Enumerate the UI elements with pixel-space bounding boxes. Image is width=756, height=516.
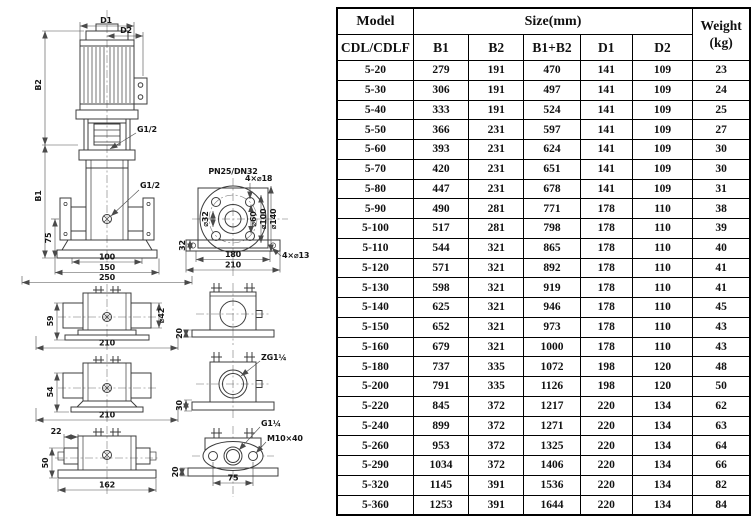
dim-label-75-c: 75 (227, 473, 239, 483)
size-cell: 321 (469, 337, 524, 357)
size-cell: 1126 (524, 377, 580, 397)
size-cell: 1536 (524, 475, 580, 495)
size-cell: 50 (693, 377, 750, 397)
size-cell: 391 (469, 475, 524, 495)
size-table (336, 7, 751, 516)
size-cell: 231 (469, 159, 524, 179)
size-cell: 372 (469, 456, 524, 476)
dim-label-162: 162 (98, 480, 116, 490)
size-cell: 220 (580, 436, 632, 456)
size-cell: 110 (632, 278, 692, 298)
size-cell: 366 (413, 120, 468, 140)
size-cell: 220 (580, 396, 632, 416)
size-cell: 110 (632, 337, 692, 357)
size-cell: 791 (413, 377, 468, 397)
size-cell: 141 (580, 159, 632, 179)
size-cell: 393 (413, 140, 468, 160)
col-header-d1: D1 (580, 35, 632, 61)
size-cell: 191 (469, 100, 524, 120)
header-row-2 (337, 35, 750, 61)
size-cell: 798 (524, 219, 580, 239)
size-cell: 771 (524, 199, 580, 219)
flange-top-view (178, 167, 309, 278)
size-cell: 43 (693, 337, 750, 357)
model-cell: 5-70 (337, 159, 413, 179)
label-bolt-m10x40: M10×40 (267, 434, 303, 443)
size-cell: 470 (524, 61, 580, 81)
table-row (337, 61, 750, 81)
size-cell: 598 (413, 278, 468, 298)
size-cell: 62 (693, 396, 750, 416)
size-cell: 27 (693, 120, 750, 140)
size-cell: 45 (693, 298, 750, 318)
col-header-b2: B2 (469, 35, 524, 61)
table-row (337, 337, 750, 357)
size-cell: 220 (580, 416, 632, 436)
size-cell: 141 (580, 80, 632, 100)
model-cell: 5-240 (337, 416, 413, 436)
size-cell: 178 (580, 219, 632, 239)
size-cell: 624 (524, 140, 580, 160)
pump-front-view (57, 10, 157, 262)
size-cell: 40 (693, 238, 750, 258)
label-bolt-holes-18: 4×⌀18 (245, 174, 273, 183)
size-cell: 571 (413, 258, 468, 278)
size-cell: 321 (469, 298, 524, 318)
size-cell: 919 (524, 278, 580, 298)
size-cell: 231 (469, 179, 524, 199)
dim-label-100: 100 (98, 252, 116, 262)
size-cell: 231 (469, 120, 524, 140)
model-cell: 5-50 (337, 120, 413, 140)
size-cell: 109 (632, 140, 692, 160)
size-cell: 447 (413, 179, 468, 199)
table-row (337, 278, 750, 298)
size-cell: 279 (413, 61, 468, 81)
model-cell: 5-60 (337, 140, 413, 160)
size-cell: 31 (693, 179, 750, 199)
size-cell: 110 (632, 258, 692, 278)
size-cell: 372 (469, 436, 524, 456)
size-cell: 372 (469, 416, 524, 436)
size-cell: 321 (469, 278, 524, 298)
model-cell: 5-180 (337, 357, 413, 377)
size-cell: 141 (580, 179, 632, 199)
table-row (337, 120, 750, 140)
size-cell: 1217 (524, 396, 580, 416)
size-cell: 120 (632, 357, 692, 377)
model-cell: 5-20 (337, 61, 413, 81)
model-cell: 5-320 (337, 475, 413, 495)
size-cell: 141 (580, 140, 632, 160)
size-cell: 63 (693, 416, 750, 436)
size-cell: 178 (580, 337, 632, 357)
size-cell: 109 (632, 120, 692, 140)
table-row (337, 258, 750, 278)
dim-label-g12-lower: G1/2 (140, 181, 160, 190)
model-cell: 5-120 (337, 258, 413, 278)
weight-label-line2: (kg) (709, 34, 733, 50)
model-cell: 5-360 (337, 495, 413, 515)
table-row (337, 80, 750, 100)
model-cell: 5-150 (337, 317, 413, 337)
size-cell: 625 (413, 298, 468, 318)
pump-drawing-svg (0, 0, 335, 500)
model-cell: 5-200 (337, 377, 413, 397)
dim-label-phi60: ⌀60 (249, 211, 258, 227)
port-view-a (175, 283, 274, 345)
table-row (337, 199, 750, 219)
size-cell: 38 (693, 199, 750, 219)
dim-label-75: 75 (44, 232, 53, 244)
size-cell: 48 (693, 357, 750, 377)
size-cell: 321 (469, 258, 524, 278)
size-cell: 220 (580, 495, 632, 515)
table-row (337, 179, 750, 199)
size-cell: 134 (632, 456, 692, 476)
size-cell: 134 (632, 436, 692, 456)
dim-label-b1: B1 (34, 190, 43, 202)
dim-label-d1: D1 (100, 16, 112, 25)
size-cell: 899 (413, 416, 468, 436)
size-cell: 41 (693, 278, 750, 298)
size-cell: 1271 (524, 416, 580, 436)
size-cell: 110 (632, 298, 692, 318)
dim-label-20-c: 20 (171, 466, 180, 478)
size-cell: 134 (632, 416, 692, 436)
size-cell: 953 (413, 436, 468, 456)
size-cell: 1406 (524, 456, 580, 476)
base-view-b (36, 354, 178, 423)
size-cell: 524 (524, 100, 580, 120)
size-cell: 1072 (524, 357, 580, 377)
dim-label-22: 22 (50, 427, 62, 436)
size-cell: 678 (524, 179, 580, 199)
table-row (337, 416, 750, 436)
size-cell: 141 (580, 120, 632, 140)
size-cell: 30 (693, 140, 750, 160)
dim-label-d2: D2 (120, 26, 132, 35)
size-cell: 321 (469, 317, 524, 337)
size-cell: 110 (632, 219, 692, 239)
model-cell: 5-130 (337, 278, 413, 298)
table-row (337, 436, 750, 456)
table-row (337, 357, 750, 377)
model-cell: 5-110 (337, 238, 413, 258)
size-cell: 178 (580, 278, 632, 298)
dim-label-b2: B2 (34, 79, 43, 91)
col-header-weight (693, 8, 750, 61)
dim-label-54: 54 (46, 386, 55, 398)
size-cell: 1253 (413, 495, 468, 515)
size-cell: 110 (632, 238, 692, 258)
size-cell: 82 (693, 475, 750, 495)
dim-label-59: 59 (46, 315, 55, 327)
size-cell: 178 (580, 298, 632, 318)
size-cell: 109 (632, 159, 692, 179)
size-cell: 109 (632, 179, 692, 199)
size-cell: 30 (693, 159, 750, 179)
table-row (337, 140, 750, 160)
dimension-table (336, 7, 751, 516)
port-view-b (175, 350, 286, 420)
size-cell: 109 (632, 80, 692, 100)
size-cell: 1644 (524, 495, 580, 515)
size-cell: 120 (632, 377, 692, 397)
model-cell: 5-260 (337, 436, 413, 456)
size-cell: 679 (413, 337, 468, 357)
col-header-b1b2: B1+B2 (524, 35, 580, 61)
size-cell: 651 (524, 159, 580, 179)
header-row-1 (337, 8, 750, 35)
size-cell: 544 (413, 238, 468, 258)
model-cell: 5-140 (337, 298, 413, 318)
model-cell: 5-80 (337, 179, 413, 199)
size-cell: 892 (524, 258, 580, 278)
size-cell: 178 (580, 238, 632, 258)
table-row (337, 317, 750, 337)
size-cell: 1325 (524, 436, 580, 456)
dim-label-210-flange: 210 (224, 260, 242, 270)
size-cell: 178 (580, 199, 632, 219)
model-cell: 5-100 (337, 219, 413, 239)
dim-label-150: 150 (98, 263, 116, 272)
dim-label-20-a: 20 (175, 328, 184, 339)
size-cell: 321 (469, 238, 524, 258)
label-corner-holes-13: 4×⌀13 (282, 251, 310, 260)
label-thread-g114: G1¼ (261, 419, 281, 428)
size-cell: 220 (580, 456, 632, 476)
size-cell: 597 (524, 120, 580, 140)
size-table-body (337, 61, 750, 516)
size-cell: 64 (693, 436, 750, 456)
table-row (337, 238, 750, 258)
col-header-b1: B1 (413, 35, 468, 61)
size-cell: 231 (469, 140, 524, 160)
model-cell: 5-40 (337, 100, 413, 120)
col-header-d2: D2 (632, 35, 692, 61)
base-view-a (36, 284, 178, 350)
table-row (337, 219, 750, 239)
size-cell: 220 (580, 475, 632, 495)
size-cell: 333 (413, 100, 468, 120)
size-cell: 865 (524, 238, 580, 258)
size-cell: 391 (469, 495, 524, 515)
size-cell: 845 (413, 396, 468, 416)
table-row (337, 159, 750, 179)
size-cell: 41 (693, 258, 750, 278)
col-header-cdl-cdlf: CDL/CDLF (337, 35, 413, 61)
size-cell: 737 (413, 357, 468, 377)
dim-label-50: 50 (41, 457, 50, 469)
size-cell: 109 (632, 100, 692, 120)
size-cell: 198 (580, 357, 632, 377)
dim-label-30: 30 (175, 400, 184, 411)
size-cell: 490 (413, 199, 468, 219)
table-row (337, 456, 750, 476)
weight-label-line1: Weight (700, 17, 742, 33)
size-cell: 178 (580, 258, 632, 278)
dim-label-phi32: ⌀32 (201, 211, 210, 227)
size-cell: 1145 (413, 475, 468, 495)
table-row (337, 298, 750, 318)
size-cell: 335 (469, 357, 524, 377)
size-cell: 43 (693, 317, 750, 337)
port-view-c (171, 418, 303, 497)
size-cell: 1000 (524, 337, 580, 357)
dim-label-phi100: ⌀100 (259, 208, 268, 230)
size-cell: 39 (693, 219, 750, 239)
size-cell: 517 (413, 219, 468, 239)
size-cell: 24 (693, 80, 750, 100)
model-cell: 5-90 (337, 199, 413, 219)
size-cell: 497 (524, 80, 580, 100)
size-cell: 23 (693, 61, 750, 81)
table-row (337, 100, 750, 120)
dim-label-32: 32 (178, 240, 187, 251)
dim-label-210-b: 210 (98, 410, 116, 420)
size-cell: 84 (693, 495, 750, 515)
size-cell: 372 (469, 396, 524, 416)
dim-label-phi140: ⌀140 (269, 208, 278, 230)
size-cell: 281 (469, 219, 524, 239)
size-cell: 109 (632, 61, 692, 81)
size-cell: 946 (524, 298, 580, 318)
size-cell: 1034 (413, 456, 468, 476)
dim-label-210-a: 210 (98, 338, 116, 348)
size-cell: 420 (413, 159, 468, 179)
size-cell: 25 (693, 100, 750, 120)
size-cell: 973 (524, 317, 580, 337)
size-cell: 281 (469, 199, 524, 219)
table-row (337, 396, 750, 416)
size-cell: 134 (632, 475, 692, 495)
size-cell: 110 (632, 317, 692, 337)
col-header-model: Model (337, 8, 413, 35)
col-header-size-group: Size(mm) (413, 8, 692, 35)
dim-label-phi42: ⌀42 (157, 307, 166, 324)
size-cell: 335 (469, 377, 524, 397)
size-cell: 191 (469, 61, 524, 81)
size-cell: 191 (469, 80, 524, 100)
label-pn25-dn32: PN25/DN32 (208, 167, 258, 176)
size-cell: 178 (580, 317, 632, 337)
base-view-c (41, 426, 160, 496)
dim-label-180: 180 (224, 250, 242, 259)
size-cell: 134 (632, 495, 692, 515)
model-cell: 5-220 (337, 396, 413, 416)
dim-label-250: 250 (98, 273, 116, 282)
size-cell: 141 (580, 100, 632, 120)
label-thread-zg114: ZG1¼ (261, 353, 287, 362)
size-cell: 134 (632, 396, 692, 416)
table-row (337, 475, 750, 495)
dim-label-g12-upper: G1/2 (137, 125, 157, 134)
pump-technical-drawing (0, 0, 335, 500)
table-row (337, 377, 750, 397)
model-cell: 5-290 (337, 456, 413, 476)
size-cell: 66 (693, 456, 750, 476)
size-cell: 110 (632, 199, 692, 219)
size-cell: 198 (580, 377, 632, 397)
size-cell: 141 (580, 61, 632, 81)
size-cell: 306 (413, 80, 468, 100)
size-cell: 652 (413, 317, 468, 337)
model-cell: 5-160 (337, 337, 413, 357)
table-row (337, 495, 750, 515)
model-cell: 5-30 (337, 80, 413, 100)
